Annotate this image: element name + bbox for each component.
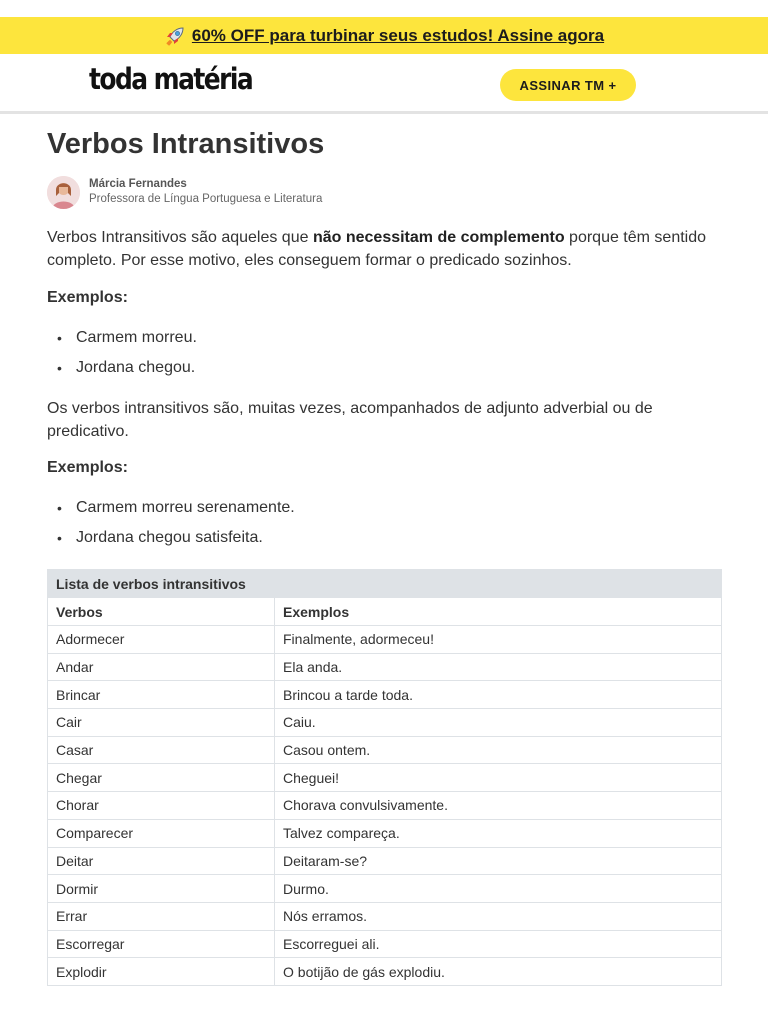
- promo-text: 60% OFF para turbinar seus estudos! Assine agora: [191, 25, 605, 45]
- list-item: • Jordana chegou.: [57, 357, 197, 387]
- verb-cell: Brincar: [48, 681, 275, 709]
- table-row: [48, 736, 722, 764]
- verb-cell: Escorregar: [48, 930, 275, 958]
- table-row: [48, 792, 722, 820]
- site-header: [0, 54, 768, 114]
- example-cell: Nós erramos.: [275, 902, 722, 930]
- verb-cell: Casar: [48, 736, 275, 764]
- promo-link[interactable]: [164, 25, 604, 47]
- list-item-text: Carmem morreu.: [76, 329, 197, 346]
- list-item-text: Jordana chegou satisfeita.: [76, 529, 263, 546]
- verb-cell: Chegar: [48, 764, 275, 792]
- list-item: • Carmem morreu.: [57, 327, 197, 357]
- example-cell: Casou ontem.: [275, 736, 722, 764]
- example-cell: Talvez compareça.: [275, 819, 722, 847]
- table-caption: Lista de verbos intransitivos: [48, 570, 722, 598]
- table-row: [48, 958, 722, 986]
- intro-text-bold: não necessitam de complemento: [312, 229, 565, 246]
- verb-cell: Deitar: [48, 847, 275, 875]
- table-row: [48, 764, 722, 792]
- example-cell: O botijão de gás explodiu.: [275, 958, 722, 986]
- example-cell: Finalmente, adormeceu!: [275, 626, 722, 654]
- list-item: • Jordana chegou satisfeita.: [57, 527, 295, 557]
- subscribe-button[interactable]: ASSINAR TM +: [500, 69, 636, 101]
- verb-cell: Andar: [48, 653, 275, 681]
- page-title: Verbos Intransitivos: [47, 128, 325, 160]
- intro-text-end: porque têm sentido completo. Por esse motivo, eles conseguem formar o predicado sozinhos.: [47, 229, 707, 269]
- avatar[interactable]: [47, 176, 80, 209]
- example-cell: Ela anda.: [275, 653, 722, 681]
- examples-label: Exemplos:: [47, 459, 128, 476]
- verb-cell: Chorar: [48, 792, 275, 820]
- example-cell: Caiu.: [275, 709, 722, 737]
- list-item-text: Carmem morreu serenamente.: [76, 499, 295, 516]
- example-cell: Durmo.: [275, 875, 722, 903]
- verbs-table: [47, 569, 722, 986]
- example-cell: Cheguei!: [275, 764, 722, 792]
- example-cell: Brincou a tarde toda.: [275, 681, 722, 709]
- table-header-examples: Exemplos: [275, 598, 722, 626]
- example-cell: Deitaram-se?: [275, 847, 722, 875]
- table-row: [48, 709, 722, 737]
- table-row: [48, 681, 722, 709]
- verb-cell: Dormir: [48, 875, 275, 903]
- verb-cell: Adormecer: [48, 626, 275, 654]
- list-item-text: Jordana chegou.: [76, 359, 196, 376]
- examples-list: [57, 497, 295, 557]
- example-cell: Escorreguei ali.: [275, 930, 722, 958]
- table-row: [48, 875, 722, 903]
- verb-cell: Cair: [48, 709, 275, 737]
- site-logo[interactable]: toda matéria: [89, 62, 253, 96]
- table-row: [48, 819, 722, 847]
- table-row: [48, 847, 722, 875]
- list-item: • Carmem morreu serenamente.: [57, 497, 295, 527]
- author-name[interactable]: Márcia Fernandes: [89, 178, 187, 190]
- author-box: [47, 176, 322, 209]
- table-row: [48, 930, 722, 958]
- author-role: Professora de Língua Portuguesa e Literatura: [89, 193, 323, 205]
- rocket-icon: [164, 25, 186, 47]
- promo-banner: [0, 17, 768, 54]
- example-cell: Chorava convulsivamente.: [275, 792, 722, 820]
- verb-cell: Explodir: [48, 958, 275, 986]
- intro-paragraph: [47, 226, 727, 272]
- paragraph-2: Os verbos intransitivos são, muitas vezes, acompanhados de adjunto adverbial ou de predicativo.: [47, 400, 653, 440]
- verb-cell: Comparecer: [48, 819, 275, 847]
- verb-cell: Errar: [48, 902, 275, 930]
- table-header-verbs: Verbos: [48, 598, 275, 626]
- examples-label: Exemplos:: [47, 289, 128, 306]
- table-row: [48, 902, 722, 930]
- intro-text-start: Verbos Intransitivos são aqueles que: [47, 229, 313, 246]
- table-row: [48, 626, 722, 654]
- examples-list: [57, 327, 197, 387]
- table-row: [48, 653, 722, 681]
